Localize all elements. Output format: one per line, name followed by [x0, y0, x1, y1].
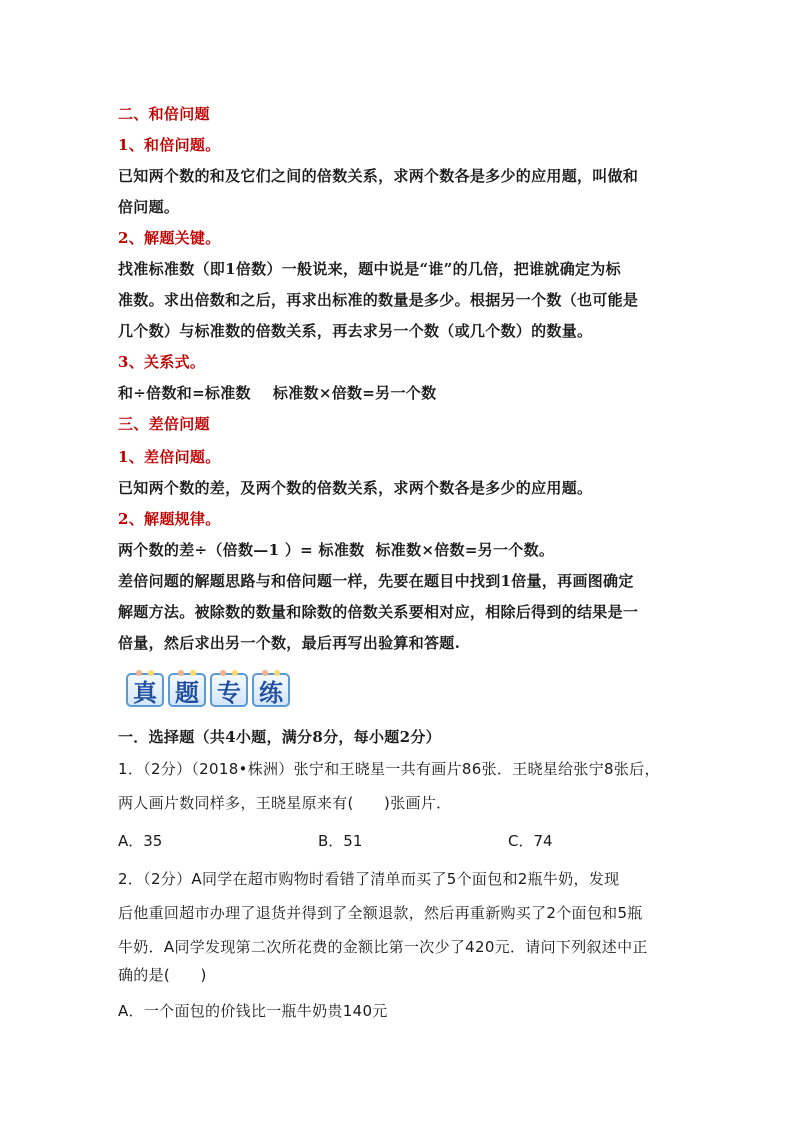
option-a[interactable]: A．35 [118, 832, 163, 850]
subheading: 2、解题规律。 [118, 510, 221, 528]
paragraph: 已知两个数的差，及两个数的倍数关系，求两个数各是多少的应用题。 [118, 479, 593, 497]
paragraph: 倍量，然后求出另一个数，最后再写出验算和答题. [118, 634, 461, 652]
banner-tile: 题 [168, 673, 206, 707]
paragraph: 解题方法。被除数的数量和除数的倍数关系要相对应，相除后得到的结果是一 [118, 603, 639, 621]
formula: 两个数的差÷（倍数—1 ）= 标准数 标准数×倍数=另一个数。 [118, 541, 555, 559]
question-1-options [118, 830, 553, 851]
subheading: 1、和倍问题。 [118, 136, 221, 154]
question-2-cont: 确的是( ) [118, 966, 207, 984]
subheading: 2、解题关键。 [118, 229, 221, 247]
practice-banner [126, 670, 290, 710]
paragraph: 差倍问题的解题思路与和倍问题一样，先要在题目中找到1倍量，再画图确定 [118, 572, 634, 590]
question-2-option-a[interactable]: A．一个面包的价钱比一瓶牛奶贵140元 [118, 1002, 388, 1020]
question-2-cont: 牛奶．A同学发现第二次所花费的金额比第一次少了420元．请问下列叙述中正 [118, 938, 648, 956]
subheading: 1、差倍问题。 [118, 448, 221, 466]
banner-tile: 专 [210, 673, 248, 707]
paragraph: 倍问题。 [118, 198, 180, 216]
paragraph: 已知两个数的和及它们之间的倍数关系，求两个数各是多少的应用题，叫做和 [118, 167, 639, 185]
question-1-cont: 两人画片数同样多，王晓星原来有( )张画片． [118, 794, 452, 812]
question-2: 2．（2分）A同学在超市购物时看错了清单而买了5个面包和2瓶牛奶，发现 [118, 870, 620, 888]
question-1: 1．（2分）（2018•株洲）张宁和王晓星一共有画片86张．王晓星给张宁8张后， [118, 760, 660, 778]
option-c[interactable]: C．74 [508, 832, 553, 850]
section-heading-3: 三、差倍问题 [118, 415, 210, 433]
question-2-cont: 后他重回超市办理了退货并得到了全额退款，然后再重新购买了2个面包和5瓶 [118, 904, 643, 922]
formula: 和÷倍数和=标准数 标准数×倍数=另一个数 [118, 384, 437, 402]
banner-tile: 练 [252, 673, 290, 707]
section-heading-2: 二、和倍问题 [118, 105, 210, 123]
paragraph: 找准标准数（即1倍数）一般说来，题中说是“谁”的几倍，把谁就确定为标 [118, 260, 621, 278]
paragraph: 准数。求出倍数和之后，再求出标准的数量是多少。根据另一个数（也可能是 [118, 291, 639, 309]
subheading: 3、关系式。 [118, 353, 206, 371]
option-b[interactable]: B．51 [318, 832, 363, 850]
banner-tile: 真 [126, 673, 164, 707]
paragraph: 几个数）与标准数的倍数关系，再去求另一个数（或几个数）的数量。 [118, 322, 593, 340]
quiz-title: 一．选择题（共4小题，满分8分，每小题2分） [118, 728, 441, 746]
